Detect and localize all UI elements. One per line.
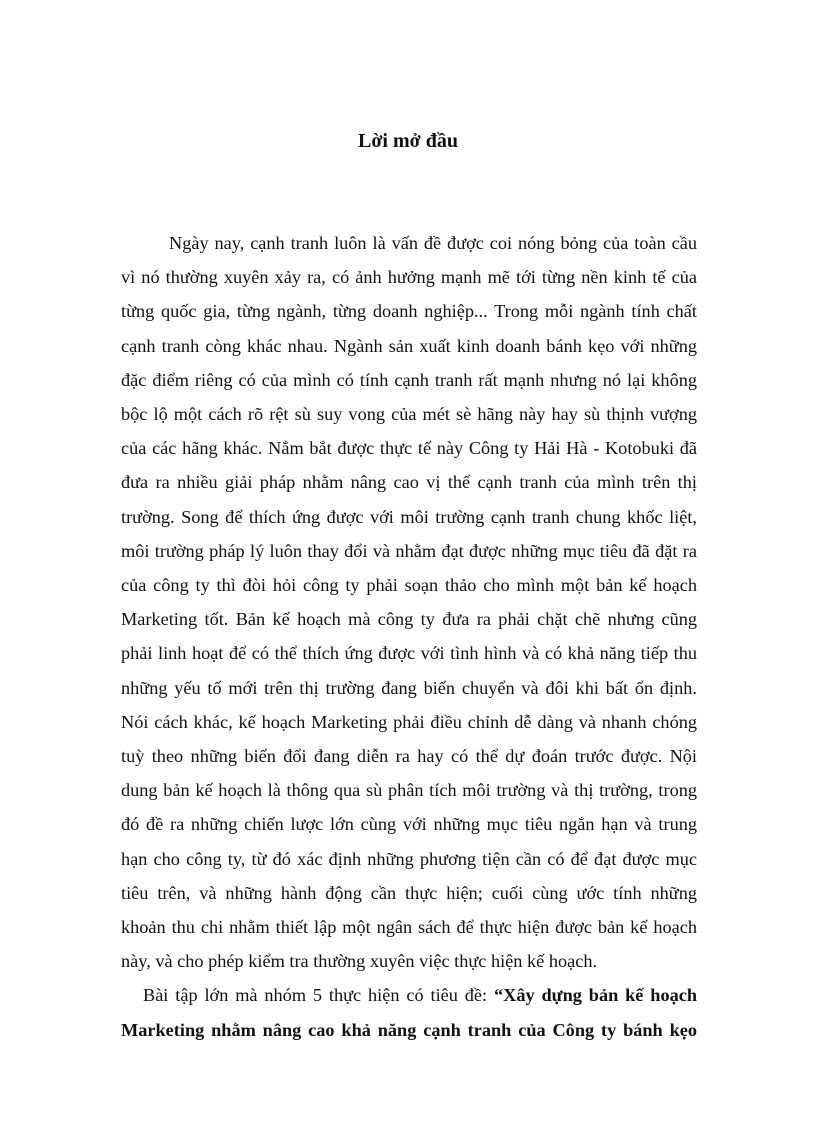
page-title: Lời mở đầu xyxy=(358,130,458,152)
text-line: môi trường pháp lý luôn thay đổi và nhằm đạt được những mục tiêu đã đặt ra xyxy=(121,540,697,561)
text-line: đưa ra nhiều giải pháp nhằm nâng cao vị thế cạnh tranh của mình trên thị xyxy=(121,472,697,493)
text-line: Ngày nay, cạnh tranh luôn là vấn đề được coi nóng bỏng của toàn cầu xyxy=(169,233,697,253)
text-line: đó đề ra những chiến lược lớn cùng với những mục tiêu ngắn hạn và trung xyxy=(121,814,697,835)
text-line: cạnh tranh còng khác nhau. Ngành sản xuất kinh doanh bánh kẹo với những xyxy=(121,335,697,356)
text-line: vì nó thường xuyên xảy ra, có ảnh hưởng mạnh mẽ tới từng nền kinh tế của xyxy=(121,267,697,288)
text-line: của các hãng khác. Nắm bắt được thực tế này Công ty Hải Hà - Kotobuki đã xyxy=(121,438,697,459)
text-line: dung bản kế hoạch là thông qua sù phân tích môi trường và thị trường, trong xyxy=(121,780,697,801)
topic-intro-text: Bài tập lớn mà nhóm 5 thực hiện có tiêu đề: xyxy=(143,985,494,1006)
text-line: những yếu tố mới trên thị trường đang biến chuyển và đôi khi bất ổn định. xyxy=(121,677,697,698)
text-line: trường. Song để thích ứng được với môi trường cạnh tranh chung khốc liệt, xyxy=(121,506,697,527)
text-line: tiêu trên, và những hành động cần thực hiện; cuối cùng ước tính những xyxy=(121,882,697,903)
paragraph-intro xyxy=(121,226,697,978)
text-line: phải linh hoạt để có thể thích ứng được với tình hình và có khả năng tiếp thu xyxy=(121,643,697,664)
body-text xyxy=(121,226,697,1047)
text-line: Marketing tốt. Bản kế hoạch mà công ty đưa ra phải chặt chẽ nhưng cũng xyxy=(121,609,697,630)
text-line xyxy=(121,978,697,1012)
text-line: của công ty thì đòi hỏi công ty phải soạn thảo cho mình một bản kế hoạch xyxy=(121,575,697,596)
text-line: Nói cách khác, kế hoạch Marketing phải điều chỉnh dễ dàng và nhanh chóng xyxy=(121,711,697,732)
text-line: bộc lộ một cách rõ rệt sù suy vong của mét sè hãng này hay sù thịnh vượng xyxy=(121,404,697,425)
text-line: này, và cho phép kiểm tra thường xuyên việc thực hiện kế hoạch. xyxy=(121,951,598,972)
text-line: khoản thu chi nhằm thiết lập một ngân sách để thực hiện được bản kế hoạch xyxy=(121,917,697,938)
text-line: đặc điểm riêng có của mình có tính cạnh tranh rất mạnh nhưng nó lại không xyxy=(121,369,697,390)
text-line: hạn cho công ty, từ đó xác định những phương tiện cần có để đạt được mục xyxy=(121,848,697,869)
topic-title-start: “Xây dựng bản kế hoạch xyxy=(493,985,698,1006)
paragraph-topic xyxy=(121,978,697,1046)
text-line: tuỳ theo những biến đổi đang diễn ra hay có thể dự đoán trước được. Nội xyxy=(121,746,697,767)
topic-title-continued: Marketing nhằm nâng cao khả năng cạnh tranh của Công ty bánh kẹo xyxy=(121,1019,697,1040)
text-line: từng quốc gia, từng ngành, từng doanh nghiệp... Trong mỗi ngành tính chất xyxy=(121,301,697,322)
